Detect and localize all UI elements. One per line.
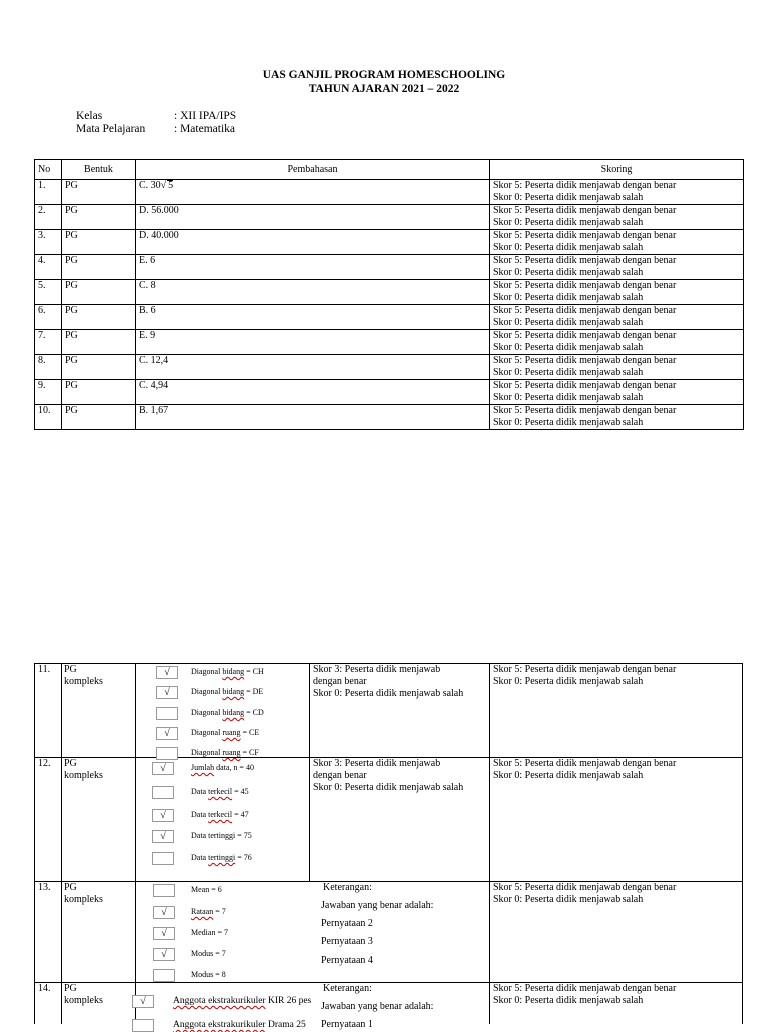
option-text: Diagonal [191, 667, 223, 676]
row-bentuk: PG [62, 205, 136, 230]
option-text: = 76 [235, 853, 252, 862]
row-bentuk: PG [62, 305, 136, 330]
explanation-label: Keterangan: [323, 882, 372, 893]
score-line-correct: Skor 5: Peserta didik menjawab dengan benar [493, 180, 677, 191]
row-pembahasan: B. 6 [136, 305, 490, 330]
checked-checkbox[interactable]: √ [156, 686, 178, 699]
document-subtitle: TAHUN AJARAN 2021 – 2022 [308, 83, 460, 95]
option-text: = CD [244, 708, 264, 717]
checked-checkbox[interactable]: √ [152, 809, 174, 822]
option-text: Diagonal [191, 728, 223, 737]
option-underlined-text: Rataan [191, 907, 214, 916]
option-label [173, 1020, 306, 1030]
row-bentuk: PG [64, 758, 77, 769]
empty-checkbox[interactable] [153, 884, 175, 897]
table-row [35, 180, 744, 205]
table-row [35, 205, 744, 230]
score-line-correct: Skor 5: Peserta didik menjawab dengan benar [493, 355, 677, 366]
answer-prefix: C. 30 [139, 180, 161, 191]
row-number: 6. [35, 305, 62, 330]
checked-checkbox[interactable]: √ [156, 666, 178, 679]
option-underlined-text: Jumlah [191, 763, 215, 772]
option-text: Modus = 8 [191, 970, 226, 979]
row-skoring [490, 380, 744, 405]
table-border [61, 663, 62, 1024]
option-text: Modus = 7 [191, 949, 226, 958]
option-label [191, 949, 226, 958]
score-line-wrong: Skor 0: Peserta didik menjawab salah [493, 267, 644, 278]
option-text: Diagonal [191, 708, 223, 717]
score-line-correct: Skor 5: Peserta didik menjawab dengan benar [493, 330, 677, 341]
option-label [191, 667, 264, 676]
score-line-wrong: Skor 0: Peserta didik menjawab salah [493, 192, 644, 203]
row-number: 10. [35, 405, 62, 430]
kelas-value: : XII IPA/IPS [174, 110, 237, 122]
score-line-wrong: Skor 0: Peserta didik menjawab salah [493, 417, 644, 428]
partial-score-line: Skor 3: Peserta didik menjawab [313, 758, 441, 769]
empty-checkbox[interactable] [156, 747, 178, 760]
option-text: = 7 [213, 907, 226, 916]
option-text: Diagonal [191, 748, 223, 757]
option-label [191, 907, 226, 916]
row-number: 3. [35, 230, 62, 255]
row-bentuk: PG [62, 330, 136, 355]
partial-score-line: Skor 3: Peserta didik menjawab [313, 664, 441, 675]
option-label [191, 970, 226, 979]
row-bentuk: PG [64, 882, 77, 893]
option-text: Data [191, 787, 209, 796]
empty-checkbox[interactable] [152, 786, 174, 799]
option-label [191, 810, 249, 819]
row-number: 14. [38, 983, 51, 994]
partial-score-line: Skor 0: Peserta didik menjawab salah [313, 782, 464, 793]
row-skoring [493, 983, 676, 1007]
row-bentuk-sub: kompleks [64, 770, 103, 781]
answer-key-table [34, 159, 744, 430]
row-number: 1. [35, 180, 62, 205]
table-border [742, 663, 743, 1024]
row-bentuk: PG [62, 355, 136, 380]
row-number: 7. [35, 330, 62, 355]
table-row [35, 255, 744, 280]
score-line-correct: Skor 5: Peserta didik menjawab dengan benar [493, 305, 677, 316]
row-bentuk: PG [62, 230, 136, 255]
header-skoring: Skoring [490, 160, 744, 180]
row-bentuk: PG [62, 405, 136, 430]
score-line-wrong: Skor 0: Peserta didik menjawab salah [493, 342, 644, 353]
row-bentuk: PG [62, 280, 136, 305]
option-text: = 47 [232, 810, 249, 819]
score-line-correct: Skor 5: Peserta didik menjawab dengan benar [493, 983, 677, 994]
table-border [135, 663, 136, 1024]
option-underlined-text: bidang [222, 667, 245, 676]
row-skoring [490, 230, 744, 255]
score-line-correct: Skor 5: Peserta didik menjawab dengan benar [493, 280, 677, 291]
option-text: data, n = 40 [214, 763, 254, 772]
score-line-correct: Skor 5: Peserta didik menjawab dengan benar [493, 255, 677, 266]
option-text: Drama 25 [265, 1020, 306, 1030]
table-border [489, 663, 490, 1024]
option-underlined-text: terkecil [208, 810, 233, 819]
table-row [35, 330, 744, 355]
row-bentuk: PG [62, 180, 136, 205]
row-skoring [490, 330, 744, 355]
table-row [35, 230, 744, 255]
explanation-label: Keterangan: [323, 983, 372, 994]
option-label [191, 708, 264, 717]
option-underlined-text: ruang [222, 748, 241, 757]
row-skoring [490, 280, 744, 305]
row-bentuk: PG [62, 380, 136, 405]
row-bentuk-sub: kompleks [64, 995, 103, 1006]
row-bentuk-sub: kompleks [64, 894, 103, 905]
score-line-wrong: Skor 0: Peserta didik menjawab salah [493, 217, 644, 228]
option-text: Diagonal [191, 687, 223, 696]
row-skoring [490, 255, 744, 280]
checked-checkbox[interactable]: √ [156, 727, 178, 740]
partial-score-line: dengan benar [313, 676, 367, 687]
option-label [191, 787, 249, 796]
option-underlined-text: bidang [222, 687, 245, 696]
score-line-wrong: Skor 0: Peserta didik menjawab salah [493, 995, 644, 1006]
score-line-wrong: Skor 0: Peserta didik menjawab salah [493, 242, 644, 253]
option-text: = DE [244, 687, 264, 696]
header-bentuk: Bentuk [62, 160, 136, 180]
score-line-wrong: Skor 0: Peserta didik menjawab salah [493, 894, 644, 905]
row-bentuk: PG [64, 983, 77, 994]
option-underlined-text: ruang [222, 728, 241, 737]
score-line-wrong: Skor 0: Peserta didik menjawab salah [493, 676, 644, 687]
option-text: Data tertinggi = 75 [191, 831, 252, 840]
row-pembahasan [136, 180, 490, 205]
explanation-line: Pernyataan 1 [321, 1019, 373, 1030]
checked-checkbox[interactable]: √ [152, 830, 174, 843]
table-header-row [35, 160, 744, 180]
option-text: KIR 26 pes [265, 996, 312, 1006]
option-text: Median = 7 [191, 928, 228, 937]
answer-radicand: 5 [168, 180, 174, 191]
row-pembahasan: E. 6 [136, 255, 490, 280]
row-skoring [490, 205, 744, 230]
option-label [191, 687, 263, 696]
option-text: = CF [240, 748, 259, 757]
row-bentuk: PG [64, 664, 77, 675]
checked-checkbox[interactable]: √ [152, 762, 174, 775]
empty-checkbox[interactable] [132, 1019, 154, 1032]
checked-checkbox[interactable]: √ [132, 995, 154, 1008]
empty-checkbox[interactable] [153, 969, 175, 982]
header-pembahasan: Pembahasan [136, 160, 490, 180]
row-number: 13. [38, 882, 51, 893]
row-skoring [493, 758, 676, 782]
row-skoring [493, 882, 676, 906]
checked-checkbox[interactable]: √ [153, 948, 175, 961]
table2-container [34, 663, 743, 1030]
row-pembahasan: C. 12,4 [136, 355, 490, 380]
row-pembahasan: D. 40.000 [136, 230, 490, 255]
explanation-line: Pernyataan 2 [321, 918, 373, 929]
option-label [191, 728, 259, 737]
row-number: 5. [35, 280, 62, 305]
option-underlined-text: Anggota ekstrakurikuler [173, 996, 266, 1006]
option-label [191, 763, 254, 772]
row-pembahasan: D. 56.000 [136, 205, 490, 230]
option-label [191, 831, 252, 840]
empty-checkbox[interactable] [156, 707, 178, 720]
option-text: Data [191, 853, 209, 862]
partial-score-line: dengan benar [313, 770, 367, 781]
row-skoring [490, 180, 744, 205]
row-skoring [493, 664, 676, 688]
option-text: Data [191, 810, 209, 819]
partial-score [313, 664, 463, 700]
table-row [35, 380, 744, 405]
score-line-correct: Skor 5: Peserta didik menjawab dengan benar [493, 380, 677, 391]
row-skoring [490, 305, 744, 330]
option-text: Mean = 6 [191, 885, 222, 894]
explanation-line: Pernyataan 3 [321, 936, 373, 947]
row-number: 11. [38, 664, 51, 675]
explanation-line: Pernyataan 4 [321, 955, 373, 966]
row-number: 4. [35, 255, 62, 280]
row-pembahasan: B. 1,67 [136, 405, 490, 430]
option-label [191, 748, 259, 757]
kelas-label: Kelas [76, 110, 103, 122]
table-row [35, 355, 744, 380]
header-no: No [35, 160, 62, 180]
score-line-correct: Skor 5: Peserta didik menjawab dengan benar [493, 664, 677, 675]
row-skoring [490, 405, 744, 430]
row-skoring [490, 355, 744, 380]
score-line-wrong: Skor 0: Peserta didik menjawab salah [493, 392, 644, 403]
row-bentuk: PG [62, 255, 136, 280]
table-row [35, 305, 744, 330]
table-row [35, 280, 744, 305]
explanation-line: Jawaban yang benar adalah: [321, 900, 434, 911]
table-row [35, 405, 744, 430]
row-pembahasan: C. 4,94 [136, 380, 490, 405]
explanation-line: Jawaban yang benar adalah: [321, 1001, 434, 1012]
checked-checkbox[interactable]: √ [153, 906, 175, 919]
option-text: = 45 [232, 787, 249, 796]
row-pembahasan: C. 8 [136, 280, 490, 305]
option-label [191, 928, 228, 937]
option-underlined-text: bidang [222, 708, 245, 717]
option-underlined-text: Anggota ekstrakurikuler [173, 1020, 266, 1030]
option-label [191, 885, 222, 894]
partial-score [313, 758, 463, 794]
row-number: 9. [35, 380, 62, 405]
table-border [309, 663, 310, 881]
score-line-wrong: Skor 0: Peserta didik menjawab salah [493, 292, 644, 303]
option-underlined-text: tertinggi [208, 853, 236, 862]
option-text: = CE [240, 728, 260, 737]
checked-checkbox[interactable]: √ [153, 927, 175, 940]
document-title: UAS GANJIL PROGRAM HOMESCHOOLING [262, 69, 506, 81]
score-line-correct: Skor 5: Peserta didik menjawab dengan benar [493, 758, 677, 769]
score-line-correct: Skor 5: Peserta didik menjawab dengan benar [493, 230, 677, 241]
option-underlined-text: terkecil [208, 787, 233, 796]
row-number: 2. [35, 205, 62, 230]
row-bentuk-sub: kompleks [64, 676, 103, 687]
score-line-correct: Skor 5: Peserta didik menjawab dengan benar [493, 882, 677, 893]
score-line-wrong: Skor 0: Peserta didik menjawab salah [493, 317, 644, 328]
empty-checkbox[interactable] [152, 852, 174, 865]
row-number: 12. [38, 758, 51, 769]
option-text: = CH [244, 667, 264, 676]
mapel-value: : Matematika [174, 123, 235, 135]
sqrt-symbol: √ [160, 180, 167, 191]
table-border [34, 663, 35, 1024]
option-label [173, 996, 311, 1006]
score-line-wrong: Skor 0: Peserta didik menjawab salah [493, 770, 644, 781]
score-line-wrong: Skor 0: Peserta didik menjawab salah [493, 367, 644, 378]
row-pembahasan: E. 9 [136, 330, 490, 355]
row-number: 8. [35, 355, 62, 380]
option-label [191, 853, 252, 862]
score-line-correct: Skor 5: Peserta didik menjawab dengan benar [493, 405, 677, 416]
partial-score-line: Skor 0: Peserta didik menjawab salah [313, 688, 464, 699]
mapel-label: Mata Pelajaran [76, 123, 146, 135]
score-line-correct: Skor 5: Peserta didik menjawab dengan benar [493, 205, 677, 216]
